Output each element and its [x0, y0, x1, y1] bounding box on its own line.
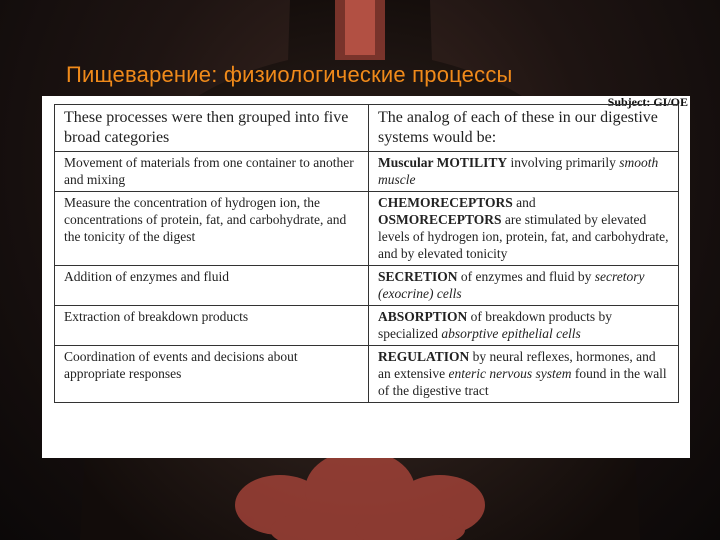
table-header-row [55, 105, 679, 152]
row-analog-cell [369, 306, 679, 346]
processes-table [54, 104, 679, 403]
analog-text: and [512, 195, 536, 210]
header-right-cell: The analog of each of these in our digestive systems would be: [369, 105, 679, 152]
slide-title: Пищеварение: физиологические процессы [66, 62, 513, 87]
term-bold: CHEMORECEPTORS [378, 195, 513, 210]
row-process-cell: Measure the concentration of hydrogen ion, the concentrations of protein, fat, and carbohydrate, and the tonicity of the digest [55, 192, 369, 266]
row-process-cell: Coordination of events and decisions about appropriate responses [55, 346, 369, 403]
analog-text: by neural reflexes, hormones, and an extensive [378, 349, 656, 381]
term-bold: Muscular MOTILITY [378, 155, 508, 170]
table-row [55, 266, 679, 306]
table-row [55, 346, 679, 403]
analog-tail: are stimulated by elevated levels of hydrogen ion, protein, fat, and carbohydrate, and by elevated tonicity [378, 212, 669, 261]
table-row [55, 192, 679, 266]
row-analog-cell [369, 266, 679, 306]
row-process-cell: Extraction of breakdown products [55, 306, 369, 346]
analog-text: of breakdown products by specialized [378, 309, 612, 341]
term-bold: OSMORECEPTORS [378, 212, 502, 227]
term-bold: ABSORPTION [378, 309, 468, 324]
header-left-cell: These processes were then grouped into five broad categories [55, 105, 369, 152]
term-italic: secretory (exocrine) cells [378, 269, 645, 301]
table-row [55, 152, 679, 192]
row-analog-cell [369, 192, 679, 266]
term-italic: absorptive epithelial cells [441, 326, 581, 341]
term-bold: SECRETION [378, 269, 458, 284]
row-analog-cell [369, 152, 679, 192]
analog-tail: found in the wall of the digestive tract [378, 366, 667, 398]
analog-text: of enzymes and fluid by [457, 269, 595, 284]
term-bold: REGULATION [378, 349, 470, 364]
term-italic: enteric nervous system [448, 366, 572, 381]
digestion-processes-table-card [42, 96, 690, 458]
row-analog-cell [369, 346, 679, 403]
subject-label: Subject: GI/OE [607, 96, 688, 109]
row-process-cell: Addition of enzymes and fluid [55, 266, 369, 306]
term-italic: smooth muscle [378, 155, 659, 187]
row-process-cell: Movement of materials from one container to another and mixing [55, 152, 369, 192]
analog-text: involving primarily [507, 155, 620, 170]
table-row [55, 306, 679, 346]
